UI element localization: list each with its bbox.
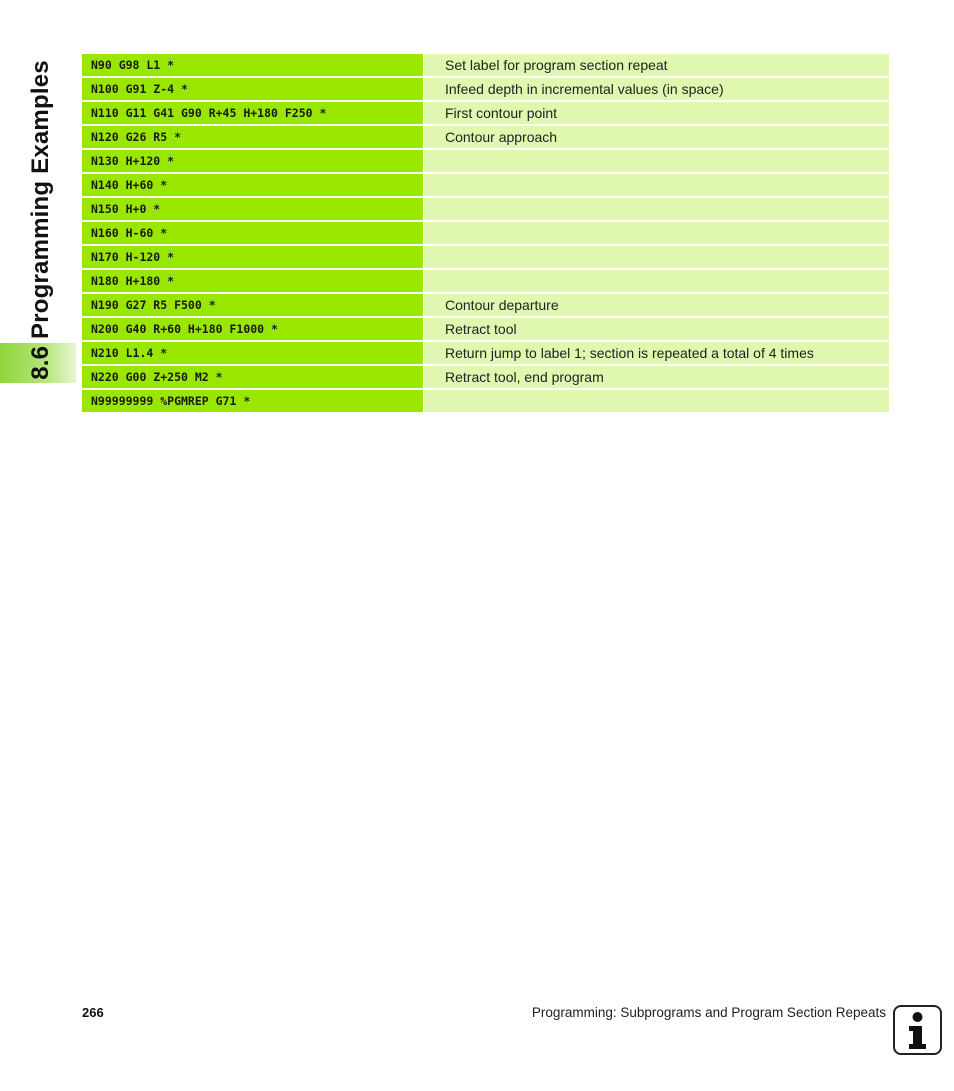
nc-code-cell: N100 G91 Z-4 * (82, 78, 423, 100)
table-row (82, 54, 889, 76)
comment-cell: Set label for program section repeat (424, 54, 889, 76)
program-listing-table (82, 54, 889, 414)
comment-cell: Retract tool (424, 318, 889, 340)
page-number: 266 (82, 1005, 104, 1020)
comment-cell (424, 174, 889, 196)
table-row (82, 150, 889, 172)
comment-cell: Retract tool, end program (424, 366, 889, 388)
comment-cell: Contour departure (424, 294, 889, 316)
nc-code-cell: N130 H+120 * (82, 150, 423, 172)
table-row (82, 126, 889, 148)
comment-cell (424, 198, 889, 220)
comment-cell: Return jump to label 1; section is repeated a total of 4 times (424, 342, 889, 364)
nc-code-cell: N180 H+180 * (82, 270, 423, 292)
nc-code-cell: N170 H-120 * (82, 246, 423, 268)
table-row (82, 78, 889, 100)
table-row (82, 198, 889, 220)
section-title: 8.6 Programming Examples (27, 60, 54, 380)
nc-code-cell: N220 G00 Z+250 M2 * (82, 366, 423, 388)
nc-code-cell: N140 H+60 * (82, 174, 423, 196)
nc-code-cell: N160 H-60 * (82, 222, 423, 244)
table-row (82, 222, 889, 244)
section-sidebar (0, 0, 80, 1091)
nc-code-cell: N99999999 %PGMREP G71 * (82, 390, 423, 412)
nc-code-cell: N210 L1.4 * (82, 342, 423, 364)
comment-cell (424, 390, 889, 412)
nc-code-cell: N110 G11 G41 G90 R+45 H+180 F250 * (82, 102, 423, 124)
table-row (82, 102, 889, 124)
table-row (82, 342, 889, 364)
comment-cell (424, 270, 889, 292)
comment-cell (424, 222, 889, 244)
comment-cell: Contour approach (424, 126, 889, 148)
table-row (82, 246, 889, 268)
table-row (82, 294, 889, 316)
chapter-title: Programming: Subprograms and Program Section Repeats (531, 1005, 886, 1020)
info-icon (893, 1005, 942, 1055)
nc-code-cell: N200 G40 R+60 H+180 F1000 * (82, 318, 423, 340)
nc-code-cell: N150 H+0 * (82, 198, 423, 220)
nc-code-cell: N120 G26 R5 * (82, 126, 423, 148)
comment-cell (424, 246, 889, 268)
comment-cell (424, 150, 889, 172)
table-row (82, 390, 889, 412)
comment-cell: Infeed depth in incremental values (in space) (424, 78, 889, 100)
table-row (82, 318, 889, 340)
table-row (82, 366, 889, 388)
table-row (82, 270, 889, 292)
nc-code-cell: N190 G27 R5 F500 * (82, 294, 423, 316)
nc-code-cell: N90 G98 L1 * (82, 54, 423, 76)
comment-cell: First contour point (424, 102, 889, 124)
table-row (82, 174, 889, 196)
